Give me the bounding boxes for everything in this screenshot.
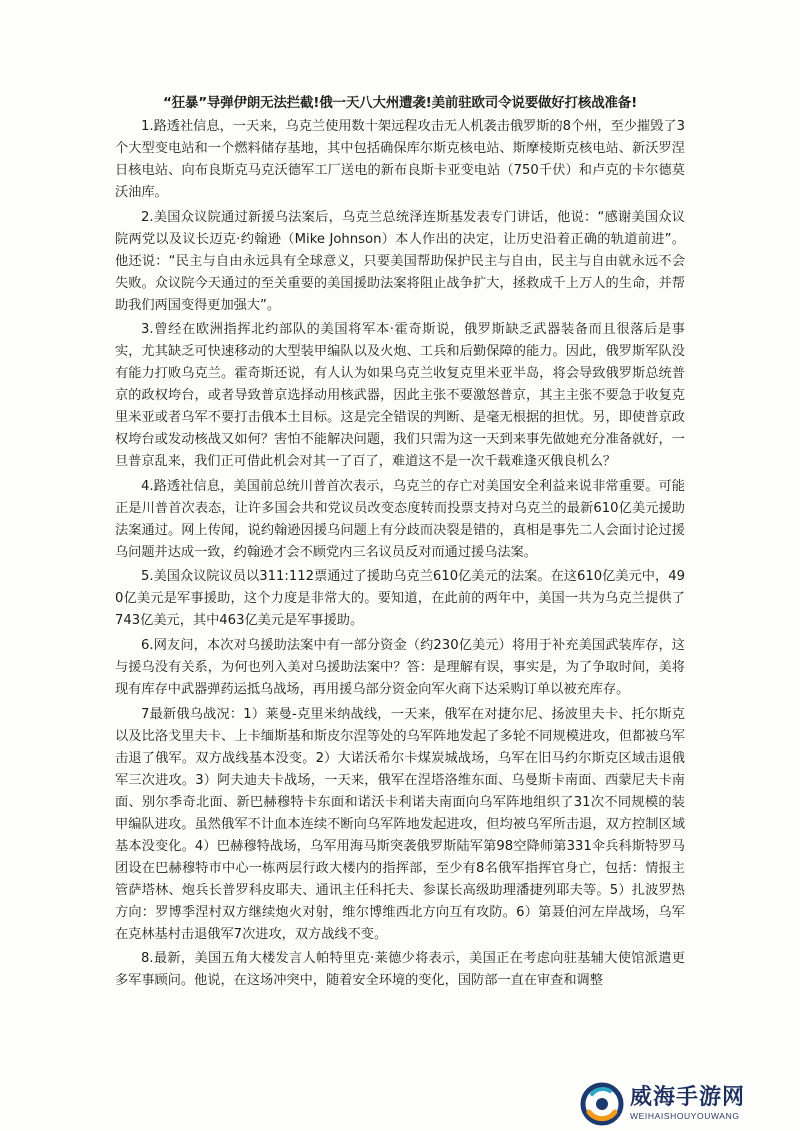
article bbox=[115, 92, 685, 995]
paragraph-6: 6.网友问，本次对乌援助法案中有一部分资金（约230亿美元）将用于补充美国武装库存，这与援乌没有关系，为何也列入美对乌援助法案中？答：是理解有误，事实是，为了争取时间，美将现有库存中武器弹药运抵乌战场，再用援乌部分资金向军火商下达采购订单以被充库存。 bbox=[115, 637, 685, 697]
paragraph-4: 4.路透社信息，美国前总统川普首次表示，乌克兰的存亡对美国安全利益来说非常重要。可能正是川普首次表态，让许多国会共和党议员改变态度转而投票支持对乌克兰的最新610亿美元援助法案通过。网上传闻，说约翰逊因援乌问题上有分歧而决裂是错的，真相是事先二人会面讨论过援乌问题并达成一致，约翰逊才会不顾党内三名议员反对而通过援乌法案。 bbox=[115, 478, 685, 560]
site-watermark bbox=[580, 1082, 795, 1126]
site-url-text: WEIHAISHOUYOUWANG bbox=[630, 1111, 740, 1122]
paragraph-7: 7最新俄乌战况：1）莱曼-克里米纳战线，一天来，俄军在对捷尔尼、扬波里夫卡、托尔斯克以及比洛戈里夫卡、上卡缅斯基和斯皮尔涅等处的乌军阵地发起了多轮不同规模进攻，但都被乌军击退了俄军。双方战线基本没变。2）大诺沃希尔卡煤炭城战场，乌军在旧马约尔斯克区域击退俄军三次进攻。3）阿夫迪夫卡战场，一天来，俄军在涅塔洛维东面、乌曼斯卡南面、西蒙尼夫卡南面、别尔季奇北面、新巴赫穆特卡东面和诺沃卡利诺夫南面向乌军阵地组织了31次不同规模的装甲编队进攻。虽然俄军不计血本连续不断向乌军阵地发起进攻，但均被乌军所击退，双方控制区域基本没变化。4）巴赫穆特战场，乌军用海马斯突袭俄罗斯陆军第98空降师第331伞兵科斯特罗马团设在巴赫穆特市中心一栋两层行政大楼内的指挥部，至少有8名俄军指挥官身亡，包括：情报主管萨塔林、炮兵长普罗科皮耶夫、通讯主任科托夫、参谋长高级助理潘捷列耶夫等。5）扎波罗热方向：罗博季涅村双方继续炮火对射，维尔博维西北方向互有攻防。6）第聂伯河左岸战场，乌军在克林基村击退俄军7次进攻，双方战线不变。 bbox=[115, 706, 685, 942]
paragraph-5: 5.美国众议院议员以311:112票通过了援助乌克兰610亿美元的法案。在这610亿美元中，490亿美元是军事援助，这个力度是非常大的。要知道，在此前的两年中，美国一共为乌克兰提供了743亿美元，其中463亿美元是军事援助。 bbox=[115, 569, 685, 629]
paragraph-8: 8.最新，美国五角大楼发言人帕特里克·莱德少将表示，美国正在考虑向驻基辅大使馆派遣更多军事顾问。他说，在这场冲突中，随着安全环境的变化，国防部一直在审查和调整 bbox=[115, 951, 685, 989]
article-title: “狂暴”导弹伊朗无法拦截!俄一天八大州遭袭!美前驻欧司令说要做好打核战准备! bbox=[162, 95, 638, 111]
paragraph-3: 3.曾经在欧洲指挥北约部队的美国将军本·霍奇斯说，俄罗斯缺乏武器装备而且很落后是事实，尤其缺乏可快速移动的大型装甲编队以及火炮、工兵和后勤保障的能力。因此，俄罗斯军队没有能力打败乌克兰。霍奇斯还说，有人认为如果乌克兰收复克里米亚半岛，将会导致俄罗斯总统普京的政权垮台，或者导致普京选择动用核武器，因此主张不要激怒普京，其主主张不要急于收复克里米亚或者乌军不要打击俄本土目标。这是完全错误的判断、是毫无根据的担忧。另，即使普京政权垮台或发动核战又如何？害怕不能解决问题，我们只需为这一天到来事先做她充分准备就好，一旦普京乱来，我们正可借此机会对其一了百了，难道这不是一次千载难逢灭俄良机么？ bbox=[115, 322, 685, 470]
paragraph-1: 1.路透社信息，一天来，乌克兰使用数十架远程攻击无人机袭击俄罗斯的8个州，至少摧毁了3个大型变电站和一个燃料储存基地，其中包括确保库尔斯克核电站、斯摩棱斯克核电站、新沃罗涅日核电站、向布良斯克马克沃德军工厂送电的新布良斯卡亚变电站（750千伏）和卢克的卡尔德莫沃油库。 bbox=[115, 119, 685, 200]
paragraph-2: 2.美国众议院通过新援乌法案后，乌克兰总统泽连斯基发表专门讲话，他说：“感谢美国众议院两党以及议长迈克·约翰逊（Mike Johnson）本人作出的决定，让历史沿着正确的轨道前进”。他还说：“民主与自由永远具有全球意义，只要美国帮助保护民主与自由，民主与自由就永远不会失败。众议院今天通过的至关重要的美国援助法案将阻止战争扩大，拯救成千上万人的生命，并帮助我们两国变得更加强大”。 bbox=[115, 209, 685, 313]
site-logo-icon bbox=[580, 1082, 624, 1126]
site-name: 威海手游网 bbox=[630, 1085, 746, 1111]
